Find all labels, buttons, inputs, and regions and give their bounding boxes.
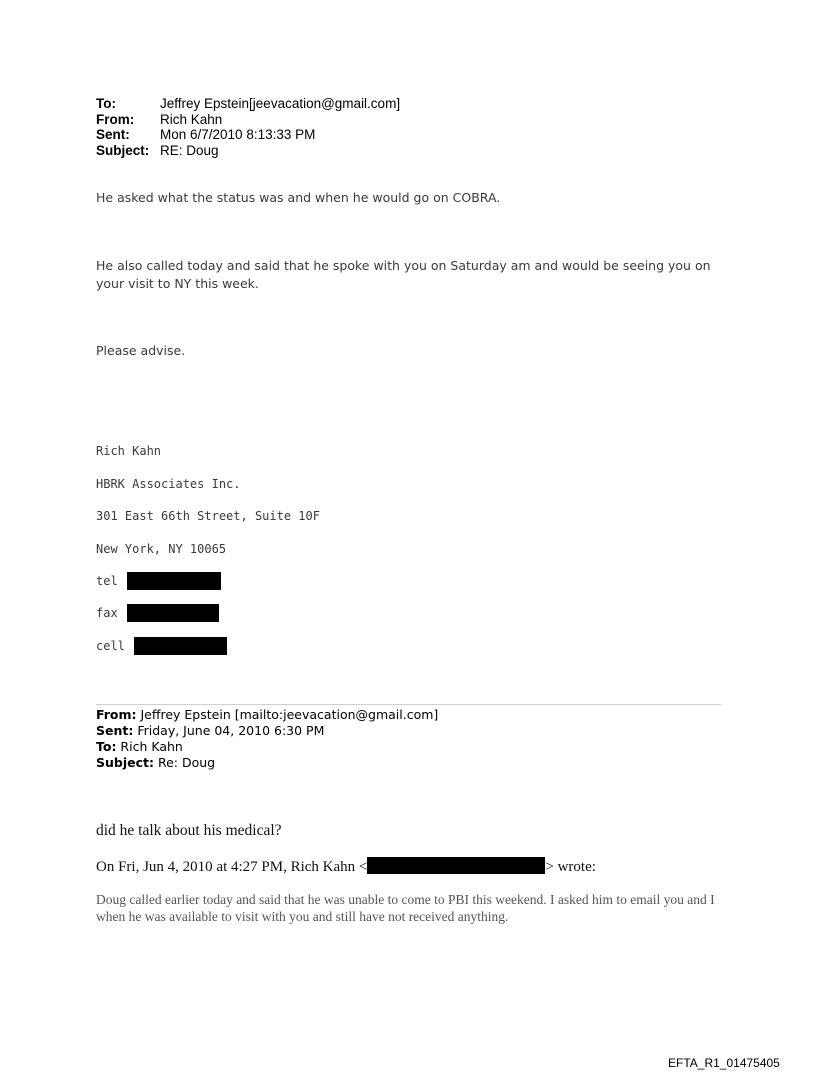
signature-cell-label: cell bbox=[96, 639, 125, 653]
email-header bbox=[96, 96, 400, 158]
signature-tel-label: tel bbox=[96, 574, 118, 588]
quoted-to-label: To: bbox=[96, 739, 117, 754]
signature-company: HBRK Associates Inc. bbox=[96, 477, 241, 491]
quoted-from-value: Jeffrey Epstein [mailto:jeevacation@gmail.com] bbox=[136, 707, 439, 722]
quoted-sent-value: Friday, June 04, 2010 6:30 PM bbox=[133, 723, 325, 738]
body-paragraph-2: He also called today and said that he spoke with you on Saturday am and would be seeing you on your visit to NY this week. bbox=[96, 258, 711, 291]
subject-value: RE: Doug bbox=[160, 142, 219, 158]
quoted-attribution bbox=[96, 857, 596, 876]
quoted-subject-label: Subject: bbox=[96, 755, 154, 770]
redaction-box-fax bbox=[127, 604, 219, 622]
from-value: Rich Kahn bbox=[160, 111, 223, 127]
quoted-question: did he talk about his medical? bbox=[96, 822, 282, 839]
attribution-suffix: > wrote: bbox=[545, 859, 596, 875]
quoted-sent-row bbox=[96, 723, 438, 739]
attribution-prefix: On Fri, Jun 4, 2010 at 4:27 PM, Rich Kahn < bbox=[96, 859, 368, 875]
sent-label: Sent: bbox=[96, 127, 130, 142]
to-value: Jeffrey Epstein[jeevacation@gmail.com] bbox=[160, 96, 401, 111]
divider-line bbox=[96, 704, 721, 705]
quoted-subject-row bbox=[96, 755, 438, 771]
quoted-sent-label: Sent: bbox=[96, 723, 134, 738]
quoted-subject-value: Re: Doug bbox=[154, 755, 216, 770]
to-label: To: bbox=[96, 96, 116, 111]
quoted-email-header bbox=[96, 707, 438, 771]
quoted-from-row bbox=[96, 707, 438, 723]
from-label: From: bbox=[96, 111, 135, 127]
header-subject-row bbox=[96, 143, 400, 159]
sent-value: Mon 6/7/2010 8:13:33 PM bbox=[160, 127, 316, 142]
quoted-original-message: Doug called earlier today and said that he was unable to come to PBI this weekend. I asked him to email you and I when he was available to visit with you and still have not received anything. bbox=[96, 892, 715, 924]
body-paragraph-3: Please advise. bbox=[96, 343, 186, 358]
header-from-row bbox=[96, 112, 400, 128]
bates-number: EFTA_R1_01475405 bbox=[668, 1056, 780, 1070]
redaction-box-email bbox=[367, 857, 545, 874]
redaction-box-tel bbox=[127, 572, 221, 590]
signature-name: Rich Kahn bbox=[96, 444, 162, 458]
signature-address-line-2: New York, NY 10065 bbox=[96, 542, 227, 556]
quoted-to-value: Rich Kahn bbox=[116, 739, 183, 754]
quoted-to-row bbox=[96, 739, 438, 755]
header-sent-row bbox=[96, 127, 400, 143]
redaction-box-cell bbox=[134, 637, 227, 655]
subject-label: Subject: bbox=[96, 142, 150, 158]
quoted-from-label: From: bbox=[96, 707, 137, 722]
body-paragraph-1: He asked what the status was and when he would go on COBRA. bbox=[96, 190, 501, 205]
signature-address-line-1: 301 East 66th Street, Suite 10F bbox=[96, 509, 320, 523]
signature-fax-label: fax bbox=[96, 606, 118, 620]
header-to-row bbox=[96, 96, 400, 112]
